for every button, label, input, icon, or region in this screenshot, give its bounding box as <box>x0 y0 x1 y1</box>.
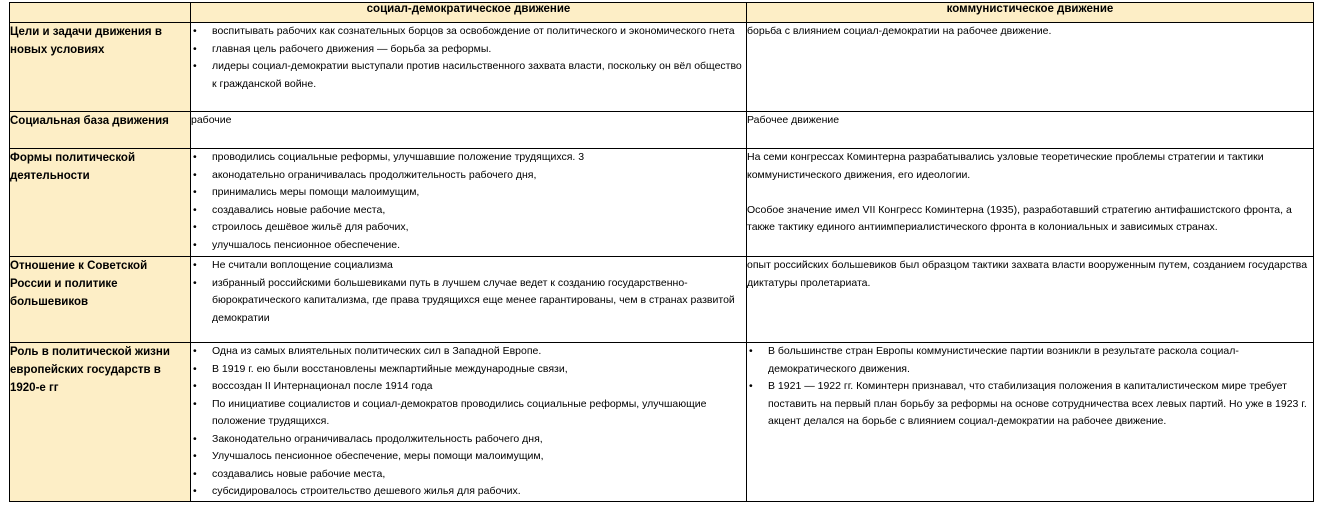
social-cell <box>191 257 747 343</box>
list-item: • Улучшалось пенсионное обеспечение, меры помощи малоимущим, <box>191 448 746 466</box>
bullet-list <box>191 149 746 254</box>
table-row <box>10 343 1314 502</box>
list-item: • создавались новые рабочие места, <box>191 466 746 484</box>
paragraph-gap <box>747 184 1313 202</box>
row-label: Цели и задачи движения в новых условиях <box>10 23 191 112</box>
list-item: • Законодательно ограничивалась продолжительность рабочего дня, <box>191 431 746 449</box>
communist-cell <box>747 23 1314 112</box>
list-item: • В 1921 — 1922 гг. Коминтерн признавал, что стабилизация положения в капиталистическом мире требует поставить на первый план борьбу за реформы на основе сотрудничества всех левых партий. Но уже в 1923 г. акцент делался на борьбе с влиянием социал-демократии на рабочее движение. <box>747 378 1313 431</box>
row-label: Отношение к Советской России и политике большевиков <box>10 257 191 343</box>
list-item: • избранный российскими большевиками путь в лучшем случае ведет к созданию государственно-бюрократического капитализма, где права трудящихся еще менее гарантированы, чем в странах развитой демократии <box>191 275 746 328</box>
comparison-table <box>9 2 1314 502</box>
row-label: Формы политической деятельности <box>10 149 191 257</box>
list-item: • воссоздан II Интернационал после 1914 года <box>191 378 746 396</box>
bullet-list <box>747 343 1313 431</box>
bullet-list <box>191 23 746 93</box>
communist-cell <box>747 149 1314 257</box>
list-item: • В большинстве стран Европы коммунистические партии возникли в результате раскола социал-демократического движения. <box>747 343 1313 378</box>
list-item: • Одна из самых влиятельных политических сил в Западной Европе. <box>191 343 746 361</box>
list-item: • воспитывать рабочих как сознательных борцов за освобождение от политического и экономического гнета <box>191 23 746 41</box>
header-corner <box>10 3 191 23</box>
header-communist: коммунистическое движение <box>747 3 1314 23</box>
list-item: • улучшалось пенсионное обеспечение. <box>191 237 746 255</box>
list-item: • В 1919 г. ею были восстановлены межпартийные международные связи, <box>191 361 746 379</box>
cell-text: На семи конгрессах Коминтерна разрабатывались узловые теоретические проблемы стратегии и тактики коммунистического движения, его идеологии. <box>747 151 1264 181</box>
table-row <box>10 112 1314 149</box>
bullet-list <box>191 257 746 327</box>
list-item: • Не считали воплощение социализма <box>191 257 746 275</box>
row-label: Социальная база движения <box>10 112 191 149</box>
cell-text: опыт российских большевиков был образцом тактики захвата власти вооруженным путем, созданием государства диктатуры пролетариата. <box>747 259 1308 289</box>
list-item: • главная цель рабочего движения — борьба за реформы. <box>191 41 746 59</box>
list-item: • принимались меры помощи малоимущим, <box>191 184 746 202</box>
communist-cell <box>747 112 1314 149</box>
communist-cell <box>747 343 1314 502</box>
list-item: • строилось дешёвое жильё для рабочих, <box>191 219 746 237</box>
social-cell <box>191 149 747 257</box>
table-row <box>10 149 1314 257</box>
cell-text: Рабочее движение <box>747 114 840 126</box>
cell-text: Особое значение имел VII Конгресс Коминтерна (1935), разработавший стратегию антифашистского фронта, а также тактику единого антиимпериалистического фронта в колониальных и зависимых странах. <box>747 203 1292 233</box>
social-cell <box>191 343 747 502</box>
table-row <box>10 23 1314 112</box>
social-cell <box>191 23 747 112</box>
list-item: • создавались новые рабочие места, <box>191 202 746 220</box>
header-social-democratic: социал-демократическое движение <box>191 3 747 23</box>
list-item: • По инициативе социалистов и социал-демократов проводились социальные реформы, улучшающие положение трудящихся. <box>191 396 746 431</box>
communist-cell <box>747 257 1314 343</box>
row-label: Роль в политической жизни европейских государств в 1920-е гг <box>10 343 191 502</box>
header-row <box>10 3 1314 23</box>
cell-text: рабочие <box>191 114 232 126</box>
bullet-list <box>191 343 746 501</box>
list-item: • лидеры социал-демократии выступали против насильственного захвата власти, поскольку он вёл общество к гражданской войне. <box>191 58 746 93</box>
list-item: • проводились социальные реформы, улучшавшие положение трудящихся. 3 <box>191 149 746 167</box>
table-row <box>10 257 1314 343</box>
list-item: • аконодательно ограничивалась продолжительность рабочего дня, <box>191 167 746 185</box>
list-item: • субсидировалось строительство дешевого жилья для рабочих. <box>191 483 746 501</box>
social-cell <box>191 112 747 149</box>
cell-text: борьба с влиянием социал-демократии на рабочее движение. <box>747 25 1052 37</box>
